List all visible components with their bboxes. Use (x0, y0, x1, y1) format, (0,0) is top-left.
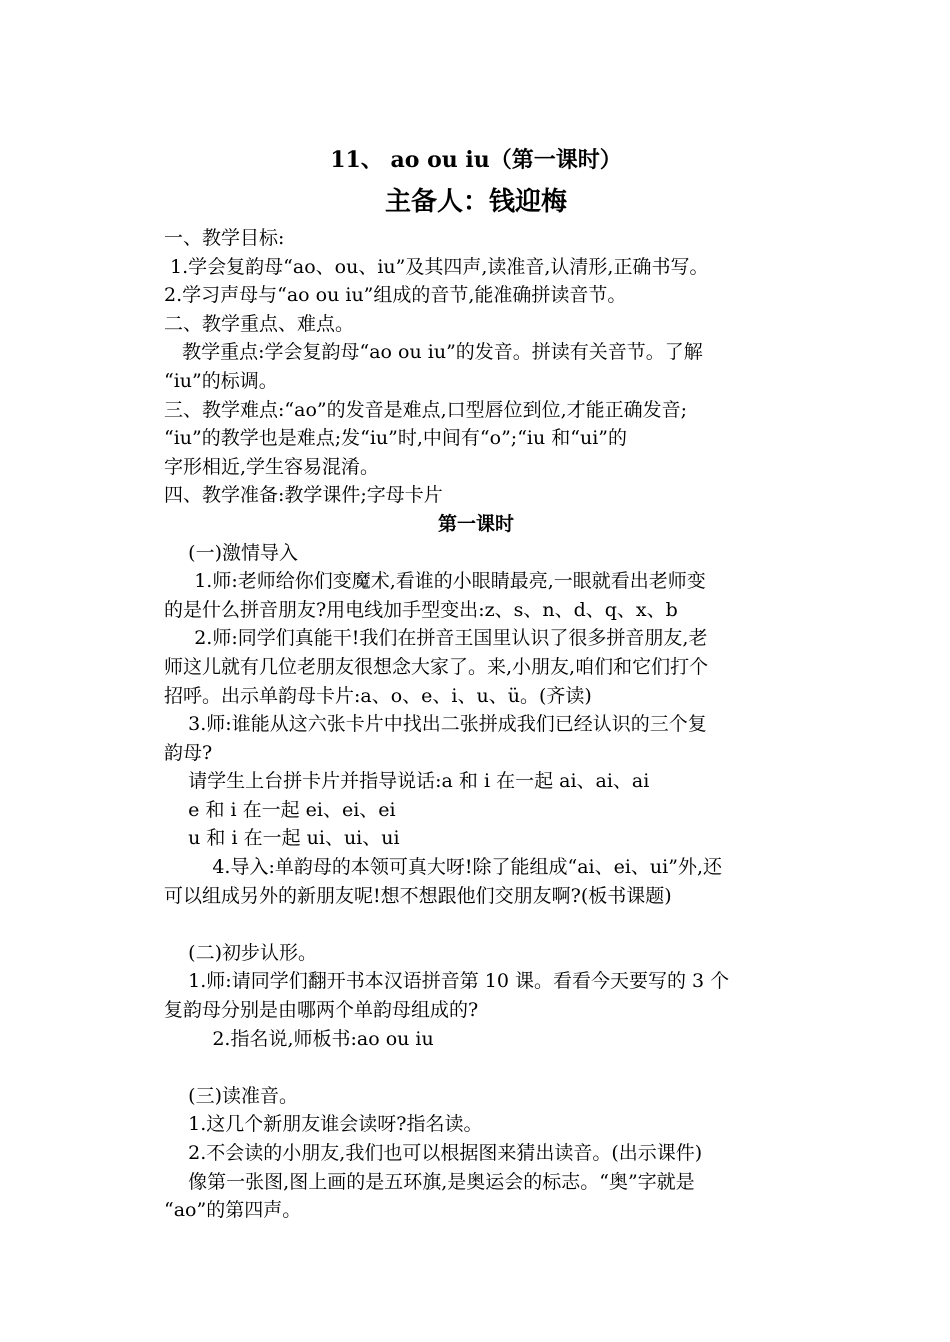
part-1-step-4: 4.导入:单韵母的本领可真大呀!除了能组成“ai、ei、ui”外,还 (164, 856, 722, 879)
part-1-step-1: 1.师:老师给你们变魔术,看谁的小眼睛最亮,一眼就看出老师变 (164, 570, 706, 593)
section-heading-objectives: 一、教学目标: (164, 227, 285, 249)
part-3-step-1: 1.这几个新朋友谁会读呀?指名读。 (164, 1113, 483, 1136)
part-1-heading: (一)激情导入 (164, 541, 298, 564)
part-1-step-3-cont: 韵母? (164, 741, 213, 764)
part-1-step-1-cont: 的是什么拼音朋友?用电线加手型变出:z、s、n、d、q、x、b (164, 598, 678, 621)
preparation-text: 四、教学准备:教学课件;字母卡片 (164, 484, 443, 507)
part-1-example-ui: u 和 i 在一起 ui、ui、ui (164, 827, 400, 850)
part-2-step-2: 2.指名说,师板书:ao ou iu (164, 1027, 434, 1050)
key-points-text-cont: “iu”的标调。 (164, 369, 278, 392)
part-1-step-2-cont: 师这儿就有几位老朋友很想念大家了。来,小朋友,咱们和它们打个 (164, 655, 709, 678)
part-1-step-2-cont-2: 招呼。出示单韵母卡片:a、o、e、i、u、ü。(齐读) (164, 684, 592, 707)
part-3-heading: (三)读准音。 (164, 1084, 298, 1107)
part-2-heading: (二)初步认形。 (164, 941, 317, 964)
part-1-step-4-cont: 可以组成另外的新朋友呢!想不想跟他们交朋友啊?(板书课题) (164, 884, 672, 907)
part-3-step-2-cont: 像第一张图,图上画的是五环旗,是奥运会的标志。“奥”字就是 (164, 1170, 695, 1193)
part-2-step-1-cont: 复韵母分别是由哪两个单韵母组成的? (164, 999, 479, 1022)
author-line: 主备人：钱迎梅 (384, 187, 567, 217)
difficulties-text-cont-2: 字形相近,学生容易混淆。 (164, 455, 380, 478)
blank-line (164, 910, 788, 939)
objective-2: 2.学习声母与“ao ou iu”组成的音节,能准确拼读音节。 (164, 284, 627, 307)
blank-line (164, 1053, 788, 1082)
part-1-step-2: 2.师:同学们真能干!我们在拼音王国里认识了很多拼音朋友,老 (164, 627, 708, 650)
part-1-example-ei: e 和 i 在一起 ei、ei、ei (164, 798, 396, 821)
part-1-step-3: 3.师:谁能从这六张卡片中找出二张拼成我们已经认识的三个复 (164, 713, 707, 736)
part-3-step-2-cont-2: “ao”的第四声。 (164, 1199, 302, 1222)
part-3-step-2: 2.不会读的小朋友,我们也可以根据图来猜出读音。(出示课件) (164, 1142, 703, 1164)
section-heading-key-points: 二、教学重点、难点。 (164, 312, 355, 335)
difficulties-text: 三、教学难点:“ao”的发音是难点,口型唇位到位,才能正确发音; (164, 398, 688, 421)
difficulties-text-cont: “iu”的教学也是难点;发“iu”时,中间有“o”;“iu 和“ui”的 (164, 427, 627, 450)
part-2-step-1: 1.师:请同学们翻开书本汉语拼音第 10 课。看看今天要写的 3 个 (164, 970, 730, 993)
document-page (164, 140, 788, 1225)
key-points-text: 教学重点:学会复韵母“ao ou iu”的发音。拼读有关音节。了解 (164, 341, 703, 364)
objective-1: 1.学会复韵母“ao、ou、iu”及其四声,读准音,认清形,正确书写。 (164, 255, 709, 278)
lesson-period-heading: 第一课时 (437, 512, 514, 535)
part-1-example-ai: 请学生上台拼卡片并指导说话:a 和 i 在一起 ai、ai、ai (164, 770, 650, 793)
lesson-title: 11、 ao ou iu（第一课时） (330, 147, 622, 173)
